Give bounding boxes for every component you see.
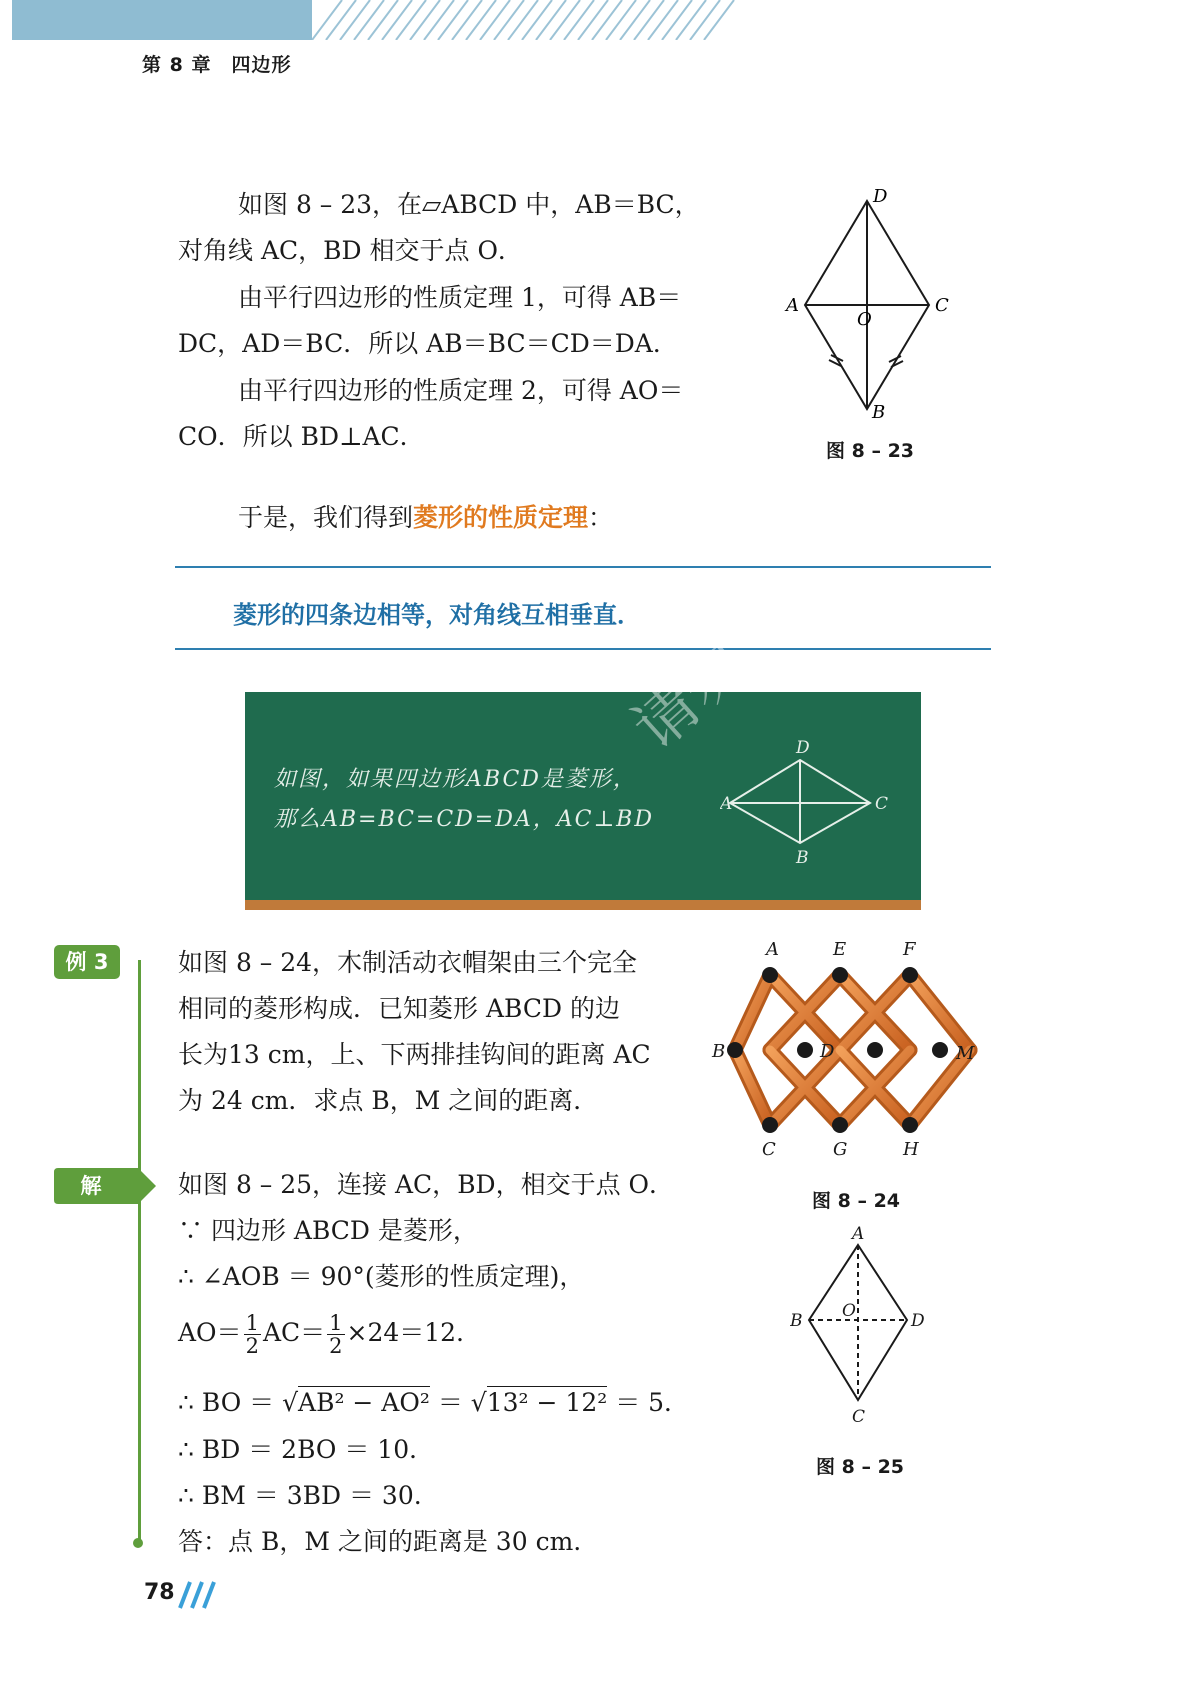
figure-8-24 [700, 935, 990, 1165]
intro-line-5: 由平行四边形的性质定理 2，可得 AO＝ [238, 376, 684, 405]
intro-line-4: DC，AD＝BC．所以 AB＝BC＝CD＝DA． [178, 329, 678, 358]
sqrt-ab-ao: AB² − AO² [298, 1388, 430, 1417]
solution-line-5: ∴ BO ＝ √AB² − AO² ＝ √13² − 12² ＝ 5． [178, 1388, 690, 1417]
rack-label-E: E [833, 939, 847, 960]
ao-eq: AO＝ [178, 1318, 242, 1347]
fig25-label-C: C [852, 1407, 866, 1427]
figure-8-23 [780, 180, 960, 420]
bo-eq: ∴ BO ＝ [178, 1388, 283, 1417]
rack-label-G: G [833, 1139, 848, 1160]
board-label-D: D [796, 738, 810, 758]
solution-line-7: ∴ BM ＝ 3BD ＝ 30. [178, 1481, 422, 1510]
chapter-title: 第 8 章 四边形 [142, 54, 292, 76]
board-label-A: A [720, 794, 733, 814]
lead-text: 于是，我们得到 [238, 503, 414, 532]
frac-num-2: 1 [329, 1311, 343, 1335]
theorem-statement: 菱形的四条边相等，对角线互相垂直． [233, 601, 641, 629]
rack-label-F: F [903, 939, 916, 960]
solution-line-3: ∴ ∠AOB ＝ 90°(菱形的性质定理)， [178, 1262, 585, 1291]
sqrt-13-12: 13² − 12² [486, 1388, 608, 1417]
lead-sentence [238, 495, 613, 541]
fig25-label-A: A [852, 1225, 865, 1244]
rack-label-B: B [712, 1041, 726, 1062]
frac-den: 2 [245, 1334, 259, 1358]
intro-line-3: 由平行四边形的性质定理 1，可得 AB＝ [238, 283, 682, 312]
lead-end: ： [588, 503, 614, 532]
caption-8-25: 图 8 – 25 [816, 1456, 905, 1478]
page-number: 78 [144, 1580, 175, 1605]
example-line-2: 相同的菱形构成．已知菱形 ABCD 的边 [178, 994, 620, 1023]
board-label-B: B [796, 848, 809, 868]
caption-8-24: 图 8 – 24 [812, 1190, 901, 1212]
solution-tag: 解 [80, 1174, 102, 1198]
solution-line-6: ∴ BD ＝ 2BO ＝ 10． [178, 1435, 435, 1464]
rack-label-M: M [956, 1043, 975, 1064]
solution-line-1: 如图 8 – 25，连接 AC，BD，相交于点 O． [178, 1170, 675, 1199]
rack-label-A: A [766, 939, 779, 960]
rack-label-D: D [820, 1041, 835, 1062]
theorem-rule-bottom [175, 648, 991, 650]
lead-highlight: 菱形的性质定理 [413, 503, 589, 532]
rhombus-outline-25 [809, 1245, 907, 1400]
example-line-3: 长为13 cm，上、下两排挂钩间的距离 AC [178, 1040, 651, 1069]
times-24: ×24＝12． [346, 1318, 482, 1347]
header-hatch [312, 0, 742, 40]
label-C: C [935, 295, 949, 316]
eq-sign: ＝ [429, 1388, 471, 1417]
intro-line-6: CO．所以 BD⊥AC． [178, 422, 425, 451]
example-tag: 例 3 [54, 945, 120, 979]
solution-line-4 [178, 1310, 481, 1357]
rack-label-C: C [762, 1139, 776, 1160]
chalkboard-line-1: 如图，如果四边形ABCD是菱形， [274, 767, 637, 792]
fraction-half-2 [327, 1312, 344, 1357]
fig25-label-D: D [911, 1311, 925, 1331]
solution-answer: 答：点 B，M 之间的距离是 30 cm. [178, 1527, 582, 1556]
label-D: D [873, 186, 888, 207]
fig25-label-O: O [842, 1301, 856, 1321]
figure-8-25 [790, 1225, 940, 1435]
watermark: 请勿 [618, 626, 760, 764]
intro-line-2: 对角线 AC，BD 相交于点 O． [178, 236, 523, 265]
chalkboard-line-2: 那么AB=BC=CD=DA，AC⊥BD [274, 807, 654, 832]
fig25-label-B: B [790, 1311, 803, 1331]
fraction-half [244, 1312, 261, 1357]
margin-rule [138, 960, 141, 1542]
caption-8-23: 图 8 – 23 [826, 440, 915, 462]
frac-num: 1 [245, 1311, 259, 1335]
ac-eq: AC＝ [262, 1318, 326, 1347]
chalkboard-rhombus [720, 735, 900, 875]
label-O: O [857, 309, 872, 330]
label-B: B [872, 402, 886, 420]
intro-line-1: 如图 8 – 23，在▱ABCD 中，AB＝BC， [238, 190, 700, 219]
frac-den-2: 2 [329, 1334, 343, 1358]
rack-label-H: H [903, 1139, 919, 1160]
example-line-4: 为 24 cm．求点 B，M 之间的距离． [178, 1086, 599, 1115]
solution-line-2: ∵ 四边形 ABCD 是菱形， [178, 1216, 478, 1245]
page-number-slashes [176, 1580, 226, 1610]
theorem-rule-top [175, 566, 991, 568]
header-band [12, 0, 312, 40]
margin-rule-end [133, 1538, 143, 1548]
label-A: A [786, 295, 799, 316]
example-line-1: 如图 8 – 24，木制活动衣帽架由三个完全 [178, 948, 638, 977]
board-label-C: C [875, 794, 889, 814]
eq-five: ＝ 5． [607, 1388, 690, 1417]
